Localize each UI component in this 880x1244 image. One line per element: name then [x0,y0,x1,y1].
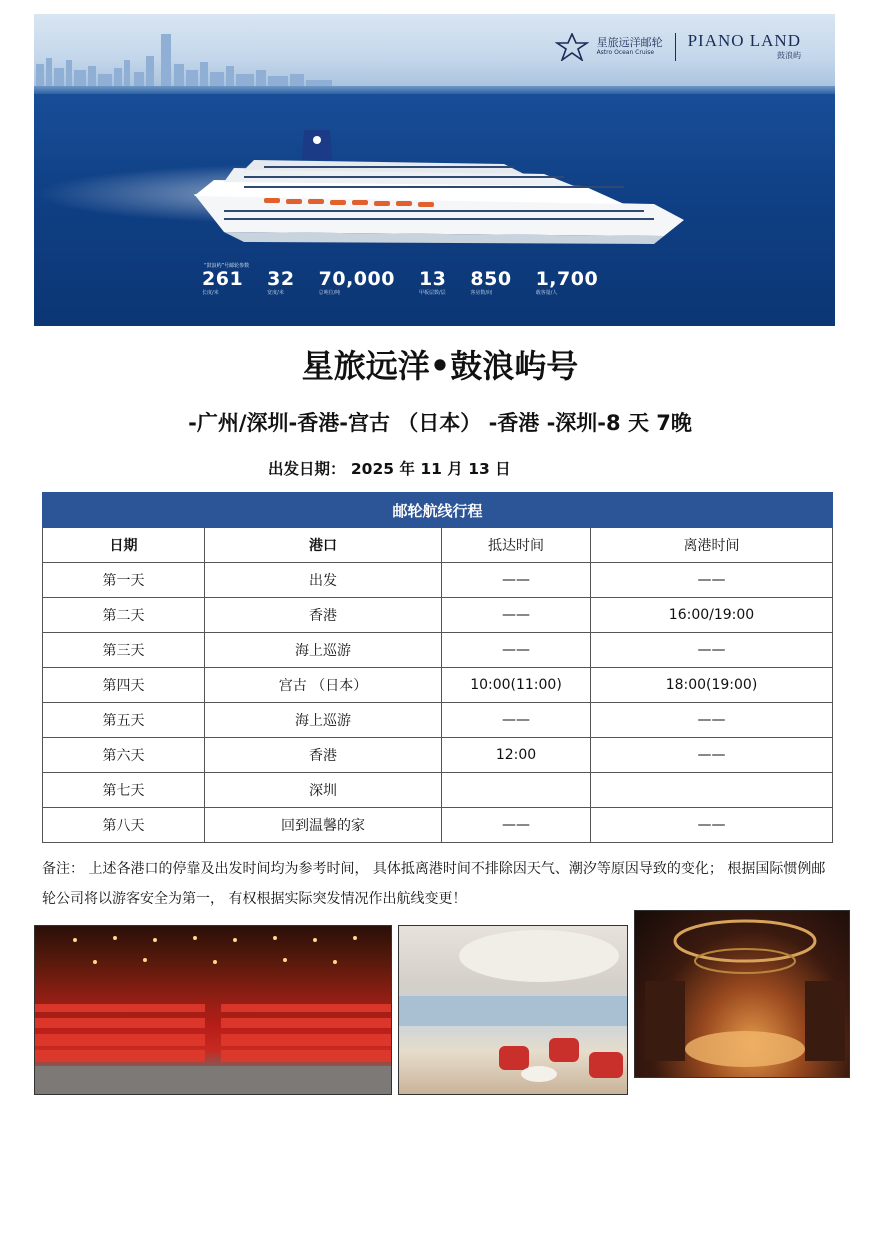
stat-cabins [470,268,511,297]
table-row [43,773,833,808]
stat-value: 70,000 [318,268,395,290]
brand-text [597,36,663,57]
stat-width [267,268,294,297]
table-caption: 邮轮航线行程 [43,493,833,528]
stat-tonnage [319,268,395,297]
header-port: 港口 [205,528,442,563]
stat-value: 32 [267,268,295,290]
table-row [43,668,833,703]
route-subtitle: -广州/深圳-香港-宫古 （日本） -香港 -深圳-8 天 7晚 [188,411,692,435]
stat-label: 载客量/人 [535,290,558,296]
stat-label: 总吨位/吨 [318,290,341,296]
cell-arrival: 10:00(11:00) [442,668,591,703]
cell-arrival: —— [442,563,591,598]
atrium-scene [635,911,849,1077]
table-header-row [43,528,833,563]
brand-en: Astro Ocean Cruise [596,49,655,56]
cell-port: 海上巡游 [205,703,442,738]
table-row [43,598,833,633]
table-row [43,808,833,843]
departure-date: 出发日期： 2025 年 11 月 13 日 [268,460,511,478]
theater-scene [35,926,391,1094]
table-row [43,703,833,738]
stat-label: 宽度/米 [267,290,284,296]
cell-day: 第六天 [43,738,205,773]
ship-name-cn: 鼓浪屿 [777,51,801,60]
ship-brand [688,32,801,61]
logo-divider [675,33,676,61]
itinerary-note: 备注： 上述各港口的停靠及出发时间均为参考时间， 具体抵离港时间不排除因天气、潮汐等原因导致的变化； 根据国际惯例邮轮公司将以游客安全为第一， 有权根据实际突发情况作出航线变更！ [42,861,826,907]
cell-port: 宫古 （日本） [205,668,442,703]
header-departure: 离港时间 [591,528,833,563]
cell-port: 回到温馨的家 [205,808,442,843]
stat-length [202,268,243,297]
stat-label: 客房数/间 [470,290,493,296]
table-row [43,633,833,668]
horizon [34,86,835,94]
cell-day: 第一天 [43,563,205,598]
lounge-scene [399,926,627,1094]
stat-value: 1,700 [535,268,599,290]
header-date: 日期 [43,528,205,563]
city-skyline [34,30,334,94]
cruise-banner [34,14,835,326]
lounge-photo [398,925,628,1095]
cell-departure: —— [591,563,833,598]
stat-label: 长度/米 [202,290,219,296]
atrium-photo [634,910,850,1078]
cell-arrival: 12:00 [442,738,591,773]
page-title: 星旅远洋•鼓浪屿号 [301,347,579,385]
stat-capacity [536,268,599,297]
cell-day: 第五天 [43,703,205,738]
cell-arrival: —— [442,598,591,633]
cell-day: 第八天 [43,808,205,843]
cell-port: 海上巡游 [205,633,442,668]
cell-port: 香港 [205,738,442,773]
cell-departure: —— [591,808,833,843]
ship-stats [202,263,622,297]
cell-departure: —— [591,703,833,738]
cell-day: 第二天 [43,598,205,633]
stat-decks [419,268,446,297]
cell-departure: —— [591,633,833,668]
brand-logo [555,32,801,61]
cell-arrival: —— [442,703,591,738]
brand-cn: 星旅远洋邮轮 [596,36,663,49]
cell-port: 香港 [205,598,442,633]
cell-day: 第七天 [43,773,205,808]
cruise-ship [184,124,704,264]
table-row [43,738,833,773]
cell-arrival: —— [442,633,591,668]
cell-departure: 16:00/19:00 [591,598,833,633]
cell-day: 第三天 [43,633,205,668]
stat-label: 甲板层数/层 [418,290,446,296]
cell-day: 第四天 [43,668,205,703]
cell-departure: 18:00(19:00) [591,668,833,703]
cell-port: 出发 [205,563,442,598]
star-logo-icon [555,33,589,61]
table-row [43,563,833,598]
ship-name-en: PIANO LAND [687,31,801,50]
theater-photo [34,925,392,1095]
cell-departure [591,773,833,808]
itinerary-table [42,492,833,843]
cell-arrival [442,773,591,808]
cell-arrival: —— [442,808,591,843]
stat-value: 850 [470,268,512,290]
stat-value: 261 [202,268,244,290]
cell-departure: —— [591,738,833,773]
header-arrival: 抵达时间 [442,528,591,563]
stat-value: 13 [418,268,447,290]
cell-port: 深圳 [205,773,442,808]
stats-hint: “鼓浪屿”号邮轮参数 [204,263,250,269]
